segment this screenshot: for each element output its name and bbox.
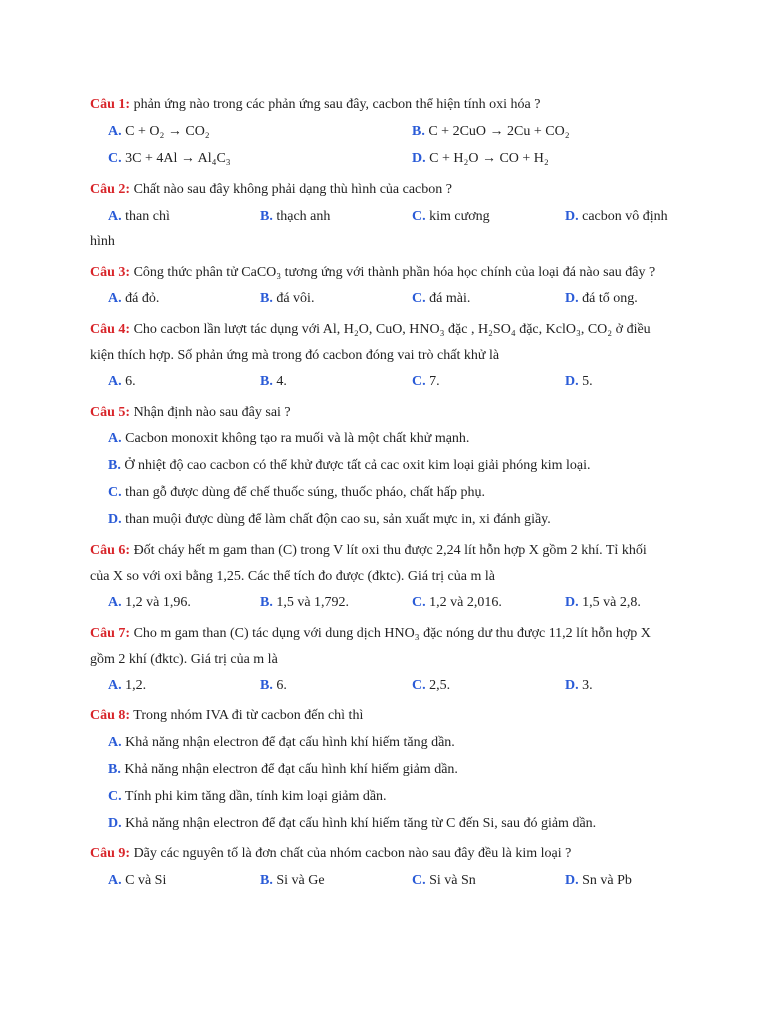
question-4-line-2: kiện thích hợp. Số phản ứng mà trong đó cacbon đóng vai trò chất khử là [90,348,500,363]
option-key: B. [108,762,121,777]
option-text: Cacbon monoxit không tạo ra muối và là một chất khử mạnh. [121,431,470,446]
option-key: B. [260,374,273,389]
option-key: A. [108,124,122,139]
option-b [260,208,330,226]
option-c [412,872,476,890]
question-label: Câu 8: [90,708,131,723]
option-key: B. [260,873,273,888]
option-text: 3. [578,678,593,693]
option-key: A. [108,209,122,224]
question-label: Câu 1: [90,97,131,112]
question-6 [90,542,647,560]
option-d [108,511,551,529]
option-text: Sn và Pb [578,873,632,888]
question-5 [90,404,291,422]
option-key: C. [412,873,426,888]
option-text: 1,2. [121,678,147,693]
option-a [108,123,210,141]
option-a [108,208,170,226]
option-key: B. [260,678,273,693]
option-text: Khả năng nhận electron để đạt cấu hình khí hiếm tăng từ C đến Si, sau đó giảm dần. [121,816,597,831]
option-d-continuation: hình [90,234,115,249]
option-d [565,290,638,308]
option-key: D. [565,873,579,888]
question-9 [90,845,571,863]
option-c [412,290,470,308]
option-key: D. [108,512,122,527]
option-text: C + O₂ → CO₂ [121,124,210,139]
option-a [108,290,159,308]
question-text: Chất nào sau đây không phải dạng thù hình của cacbon ? [130,182,452,197]
option-key: D. [565,374,579,389]
option-c [108,150,231,168]
question-text: Dãy các nguyên tố là đơn chất của nhóm cacbon nào sau đây đều là kim loại ? [130,846,572,861]
question-text: Cho cacbon lần lượt tác dụng với Al, H₂O, CuO, HNO₃ đặc , H₂SO₄ đặc, KclO₃, CO₂ ở điều [130,322,651,337]
option-a [108,373,136,391]
option-text: C và Si [121,873,167,888]
question-text: Nhận định nào sau đây sai ? [130,405,291,420]
option-text: đá mài. [425,291,471,306]
option-key: A. [108,678,122,693]
option-a [108,594,191,612]
option-text: 1,2 và 1,96. [121,595,191,610]
option-text: C + 2CuO → 2Cu + CO₂ [424,124,570,139]
option-key: B. [260,291,273,306]
option-text: than muội được dùng để làm chất độn cao su, sản xuất mực in, xi đánh giầy. [121,512,551,527]
option-key: D. [565,209,579,224]
option-d [565,373,593,391]
option-key: C. [412,291,426,306]
option-text: kim cương [425,209,490,224]
option-key: C. [412,374,426,389]
option-c [412,594,502,612]
option-a [108,734,455,752]
option-text: Si và Ge [272,873,325,888]
option-key: D. [565,291,579,306]
option-b [108,761,458,779]
option-a [108,677,146,695]
option-text: Khả năng nhận electron để đạt cấu hình khí hiếm tăng dần. [121,735,455,750]
option-key: C. [108,485,122,500]
option-c [108,788,387,806]
option-text: Ở nhiệt độ cao cacbon có thể khử được tất cả cac oxit kim loại giải phóng kim loại. [120,458,591,473]
question-2 [90,181,452,199]
option-a [108,430,469,448]
option-c [412,208,490,226]
question-3 [90,264,655,282]
option-b [260,373,287,391]
option-key: A. [108,291,122,306]
option-key: D. [108,816,122,831]
option-text: than chì [121,209,170,224]
question-label: Câu 2: [90,182,131,197]
question-4 [90,321,651,339]
option-key: B. [260,595,273,610]
option-text: đá tổ ong. [578,291,638,306]
option-d [412,150,549,168]
option-text: 2,5. [425,678,451,693]
option-text: 7. [425,374,440,389]
question-8 [90,707,363,725]
option-text: thạch anh [272,209,331,224]
option-key: B. [260,209,273,224]
option-key: A. [108,735,122,750]
option-d [108,815,596,833]
question-label: Câu 6: [90,543,131,558]
option-text: Khả năng nhận electron để đạt cấu hình khí hiếm giảm dần. [120,762,458,777]
option-key: B. [412,124,425,139]
question-text: Công thức phân tử CaCO₃ tương ứng với thành phần hóa học chính của loại đá nào sau đây ? [130,265,656,280]
option-key: C. [412,209,426,224]
option-b [260,872,325,890]
option-text: 1,5 và 2,8. [578,595,641,610]
option-key: A. [108,873,122,888]
option-key: A. [108,431,122,446]
question-label: Câu 4: [90,322,131,337]
option-d [565,872,632,890]
option-text: Tính phi kim tăng dần, tính kim loại giảm dần. [121,789,387,804]
option-text: đá đỏ. [121,291,160,306]
question-1 [90,96,541,114]
option-d [565,208,668,226]
option-text: C + H₂O → CO + H₂ [425,151,549,166]
option-text: 3C + 4Al → Al₄C₃ [121,151,231,166]
option-key: C. [108,151,122,166]
option-key: D. [565,678,579,693]
option-c [412,373,440,391]
option-key: C. [412,595,426,610]
option-b [260,677,287,695]
option-d [565,594,641,612]
option-key: C. [108,789,122,804]
option-text: 4. [272,374,287,389]
question-text: Trong nhóm IVA đi từ cacbon đến chì thì [130,708,364,723]
option-b [412,123,570,141]
option-key: D. [412,151,426,166]
option-b [260,594,349,612]
question-7-line-2: gồm 2 khí (đktc). Giá trị của m là [90,652,278,667]
option-d [565,677,593,695]
question-label: Câu 7: [90,626,131,641]
option-text: than gỗ được dùng để chế thuốc súng, thuốc pháo, chất hấp phụ. [121,485,485,500]
option-text: 1,2 và 2,016. [425,595,502,610]
question-6-line-2: của X so với oxi bằng 1,25. Các thể tích đo được (đktc). Giá trị của m là [90,569,495,584]
option-c [412,677,450,695]
option-key: B. [108,458,121,473]
question-7 [90,625,651,643]
question-label: Câu 3: [90,265,131,280]
option-text: đá vôi. [272,291,315,306]
option-text: 6. [272,678,287,693]
option-c [108,484,485,502]
question-label: Câu 9: [90,846,131,861]
question-text: Đốt cháy hết m gam than (C) trong V lít oxi thu được 2,24 lít hỗn hợp X gồm 2 khí. Tỉ khối [130,543,647,558]
option-key: A. [108,595,122,610]
option-text: Si và Sn [425,873,476,888]
question-text: Cho m gam than (C) tác dụng với dung dịch HNO₃ đặc nóng dư thu được 11,2 lít hỗn hợp X [130,626,651,641]
option-key: A. [108,374,122,389]
option-text: cacbon vô định [578,209,668,224]
option-text: 6. [121,374,136,389]
question-label: Câu 5: [90,405,131,420]
option-text: 5. [578,374,593,389]
option-b [260,290,314,308]
option-text: 1,5 và 1,792. [272,595,350,610]
option-key: D. [565,595,579,610]
option-a [108,872,166,890]
question-text: phản ứng nào trong các phản ứng sau đây, cacbon thể hiện tính oxi hóa ? [130,97,541,112]
option-b [108,457,591,475]
option-key: C. [412,678,426,693]
